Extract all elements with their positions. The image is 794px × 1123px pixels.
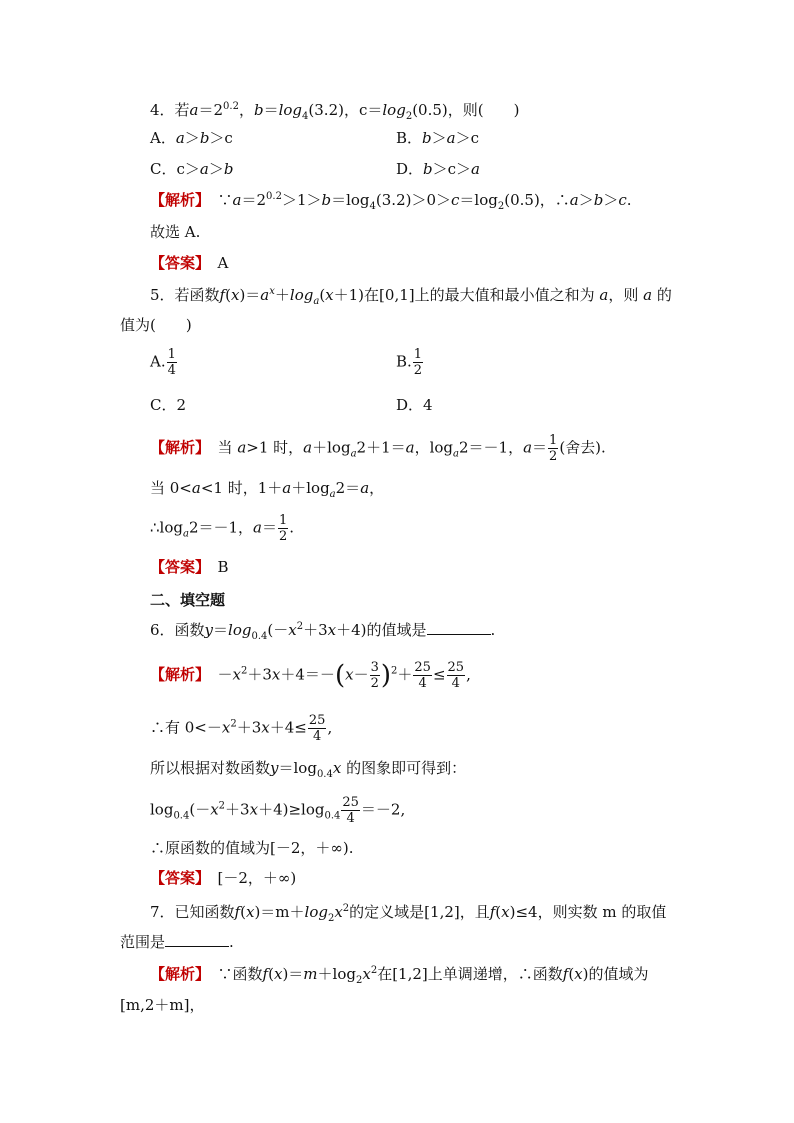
- q4-option-c[interactable]: C．c＞a＞b: [150, 160, 234, 178]
- q4-conclusion: 故选 A.: [150, 223, 201, 241]
- q4-answer: 【答案】 A: [150, 254, 229, 272]
- q7-analysis: 【解析】 ∵函数$f(x)=m+\log_2x^2$在[1,2]上单调递增，∴函数f(x)的值域为: [150, 965, 649, 986]
- q5-option-d[interactable]: D．4: [396, 396, 433, 414]
- q5-analysis-result: $\therefore\log_a2=-1$，a＝ $\frac{1}{2}$ .: [150, 513, 295, 544]
- q7-stem-line2: 范围是 .: [120, 933, 234, 951]
- q5-stem-line2: 值为( ): [120, 316, 192, 334]
- q4-stem: 4．若$a=2^{0.2}$，$b=\log_4(3.2)$，$c=\log_2(0.5)$，则( ): [150, 101, 520, 122]
- q5-option-c[interactable]: C．2: [150, 396, 187, 414]
- answer-label: 【答案】: [150, 254, 203, 272]
- q5-stem-line1: 5．若函数$f(x)=a^x+\log_a(x+1)$在[0,1]上的最大值和最小值之和为 a，则 a 的: [150, 286, 672, 307]
- q5-analysis-case1: 【解析】 当 a>1 时，$a+\log_a2+1=a$，$\log_a2=-1$，a＝ $\frac{1}{2}$ (舍去).: [150, 433, 606, 464]
- q6-analysis-step3: 所以根据对数函数$y=\log_{0.4}x$ 的图象即可得到：: [150, 759, 467, 780]
- q7-analysis-line2: [m,2＋m]，: [120, 996, 205, 1014]
- q4-option-d[interactable]: D．b＞c＞a: [396, 160, 480, 178]
- analysis-label: 【解析】: [150, 191, 203, 209]
- q6-stem: 6．函数$y=\log_{0.4}(-x^2+3x+4)$的值域是 .: [150, 621, 496, 642]
- q5-option-a[interactable]: A. $\frac{1}{4}$: [150, 347, 176, 378]
- analysis-label: 【解析】: [150, 438, 203, 457]
- section-title: 二、填空题: [150, 591, 226, 609]
- answer-blank[interactable]: [427, 620, 491, 635]
- q5-analysis-case2: 当 0<a<1 时，$1+a+\log_a2=a$，: [150, 479, 385, 500]
- answer-label: 【答案】: [150, 869, 203, 887]
- q5-option-b[interactable]: B. $\frac{1}{2}$: [396, 347, 423, 378]
- analysis-label: 【解析】: [150, 665, 203, 684]
- answer-label: 【答案】: [150, 558, 203, 576]
- q6-analysis-step1: 【解析】 $-x^2+3x+4=-(x-$ $\frac{3}{2}$ )$^2$＋ $\frac{25}{4}$ ≤ $\frac{25}{4}$ ,: [150, 660, 471, 691]
- q7-stem-line1: 7．已知函数$f(x)=m+\log_2x^2$的定义域是[1,2]，且f(x)≤4，则实数 m 的取值: [150, 903, 667, 924]
- q4-option-a[interactable]: A．a＞b＞c: [150, 129, 233, 147]
- analysis-label: 【解析】: [150, 965, 203, 983]
- q6-analysis-step2: ∴有 $0<-x^2+3x+4\le$ $\frac{25}{4}$ ,: [150, 713, 333, 744]
- answer-blank[interactable]: [165, 932, 229, 947]
- q4-option-b[interactable]: B．b＞a＞c: [396, 129, 480, 147]
- q5-answer: 【答案】 B: [150, 558, 229, 576]
- q6-analysis-step5: ∴原函数的值域为[－2，＋∞).: [150, 839, 354, 857]
- q4-analysis: 【解析】 $\because a=2^{0.2}>1>b=\log_4(3.2)>0>c=\log_2(0.5)$，∴a＞b＞c.: [150, 191, 632, 212]
- q6-analysis-step4: $\log_{0.4}(-x^2+3x+4)\ge\log_{0.4}$ $\frac{25}{4}$ ＝－2,: [150, 795, 406, 826]
- q6-answer: 【答案】 [－2，＋∞): [150, 869, 297, 887]
